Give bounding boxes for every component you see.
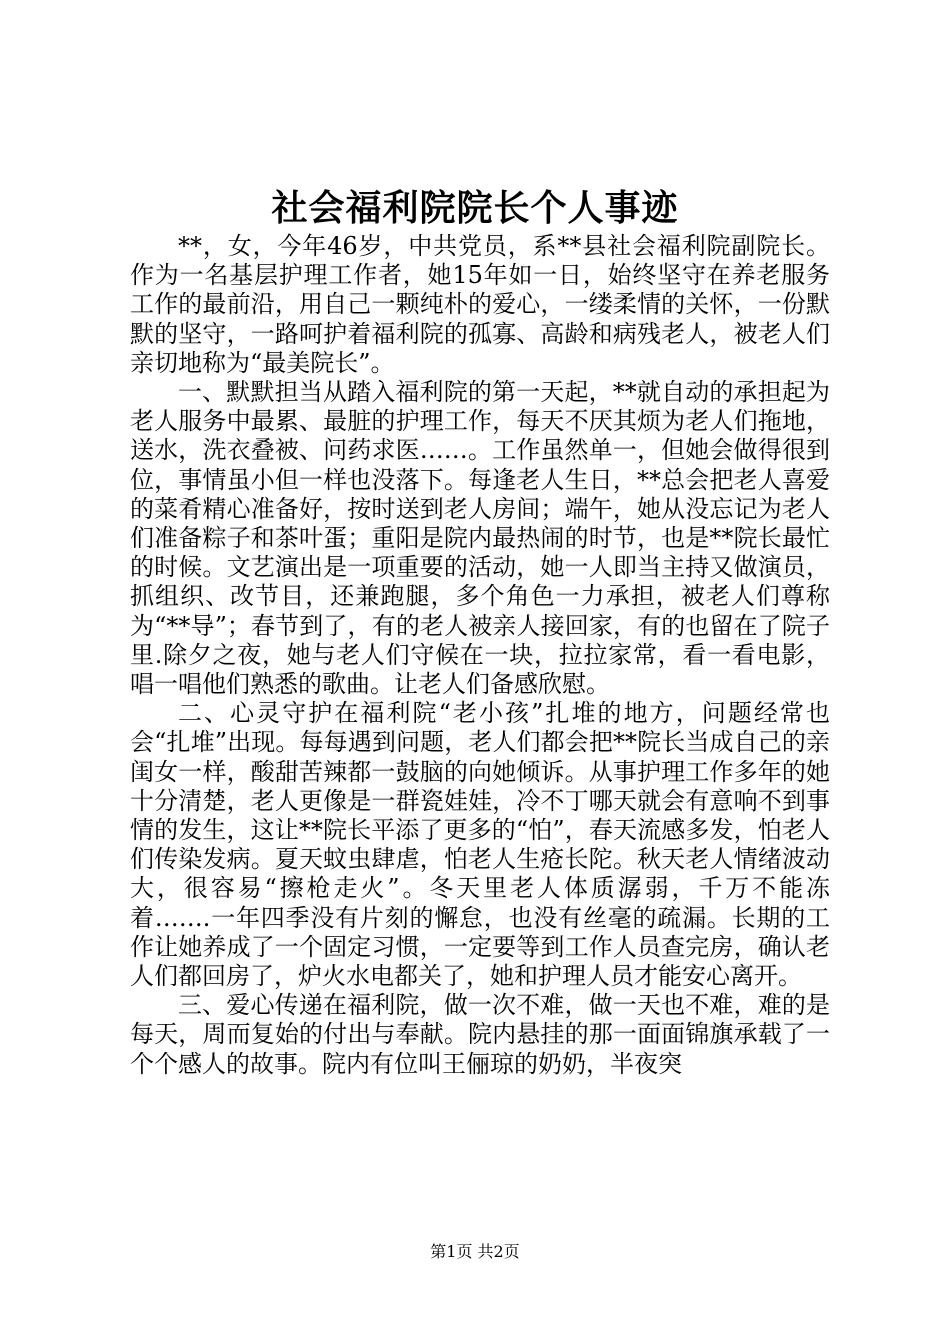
- paragraph-section-2: 二、心灵守护在福利院“老小孩”扎堆的地方，问题经常也会“扎堆”出现。每每遇到问题，老人们都会把**院长当成自己的亲闺女一样，酸甜苦辣都一鼓脑的向她倾诉。从事护理工作多年的她十分清楚，老人更像是一群瓷娃娃，冷不丁哪天就会有意响不到事情的发生，这让**院长平添了更多的“怕”，春天流感多发，怕老人们传染发病。夏天蚊虫肆虐，怕老人生疮长陀。秋天老人情绪波动大，很容易“擦枪走火”。冬天里老人体质潺弱，千万不能冻着…….一年四季没有片刻的懈怠，也没有丝毫的疏漏。长期的工作让她养成了一个固定习惯，一定要等到工作人员查完房，确认老人们都回房了，炉火水电都关了，她和护理人员才能安心离开。: [130, 699, 830, 991]
- document-title: 社会福利院院长个人事迹: [271, 187, 679, 229]
- paragraph-section-3: 三、爱心传递在福利院，做一次不难，做一天也不难，难的是每天，周而复始的付出与奉献。院内悬挂的那一面面锦旗承载了一个个感人的故事。院内有位叫王俪琼的奶奶，半夜突: [130, 991, 830, 1078]
- paragraph-intro: **，女，今年46岁，中共党员，系**县社会福利院副院长。作为一名基层护理工作者，她15年如一日，始终坚守在养老服务工作的最前沿，用自己一颗纯朴的爱心，一缕柔情的关怀，一份默默的坚守，一路呵护着福利院的孤寡、高龄和病残老人，被老人们亲切地称为“最美院长”。: [130, 232, 830, 377]
- paragraph-section-1: 一、默默担当从踏入福利院的第一天起，**就自动的承担起为老人服务中最累、最脏的护理工作，每天不厌其烦为老人们拖地，送水，洗衣叠被、问药求医……。工作虽然单一，但她会做得很到位，事情虽小但一样也没落下。每逢老人生日，**总会把老人喜爱的菜肴精心准备好，按时送到老人房间；端午，她从没忘记为老人们准备粽子和茶叶蛋；重阳是院内最热闹的时节，也是**院长最忙的时候。文艺演出是一项重要的活动，她一人即当主持又做演员，抓组织、改节目，还兼跑腿，多个角色一力承担，被老人们尊称为“**导”；春节到了，有的老人被亲人接回家，有的也留在了院子里.除夕之夜，她与老人们守候在一块，拉拉家常，看一看电影，唱一唱他们熟悉的歌曲。让老人们备感欣慰。: [130, 378, 830, 699]
- document-body: [130, 232, 830, 1079]
- page-footer: 第1页 共2页: [430, 1242, 520, 1261]
